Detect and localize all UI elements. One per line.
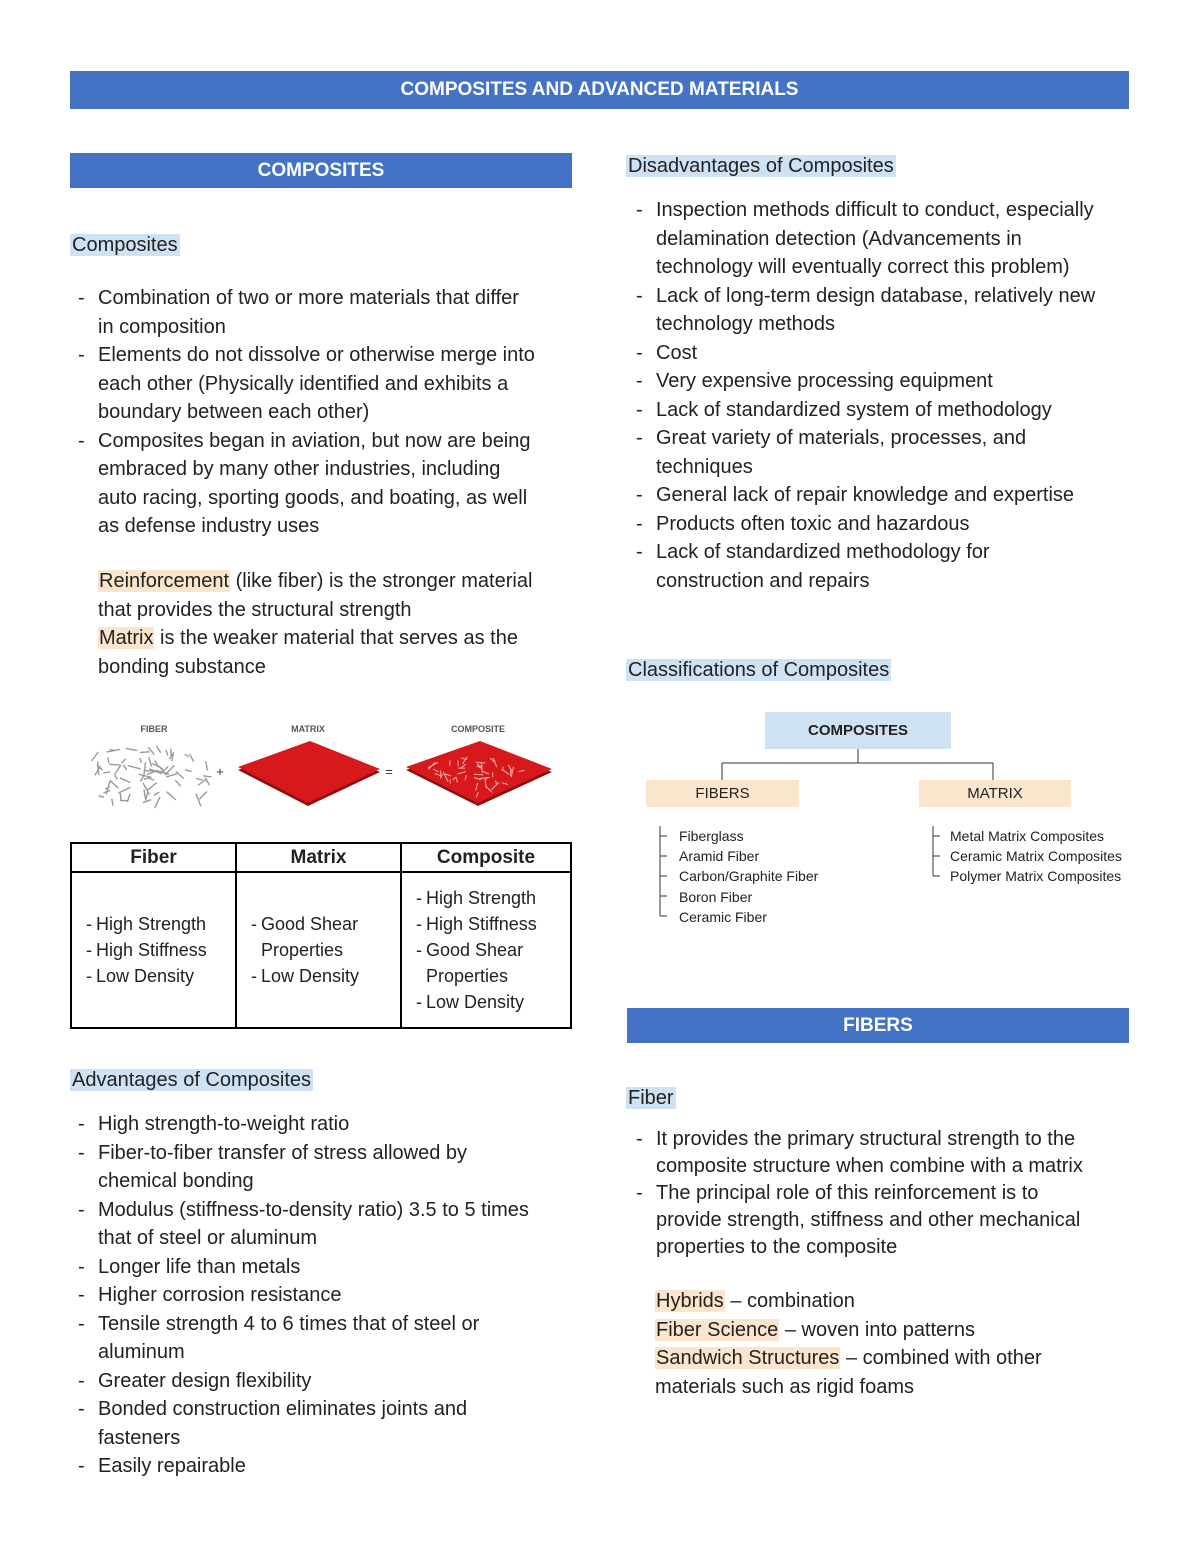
fiber-strand xyxy=(172,752,174,761)
disadvantage-item: - Lack of standardized methodology for construction and repairs xyxy=(628,538,1158,595)
fiber-science-term: Fiber Science xyxy=(656,1318,779,1341)
disadvantage-item: - Great variety of materials, processes, and techniques xyxy=(628,424,1158,481)
table-header-composite: Composite xyxy=(401,843,571,872)
advantage-item: - Easily repairable xyxy=(70,1452,580,1481)
fiber-strand xyxy=(156,746,160,753)
fiber-strand xyxy=(144,790,145,799)
disadvantage-item: - Inspection methods difficult to conduct, especially delamination detection (Advancements in technology will eventually correct this problem) xyxy=(628,196,1158,282)
fiber-strand xyxy=(143,800,151,803)
fiber-strands-image xyxy=(92,746,212,808)
composites-heading: Composites xyxy=(72,234,178,256)
table-header-matrix: Matrix xyxy=(236,843,401,872)
fiber-strand xyxy=(185,754,189,757)
fiber-matrix-composite-illustration xyxy=(80,718,560,818)
composite-fiber-strand xyxy=(450,780,451,784)
fiber-point: - The principal role of this reinforcement is to provide strength, stiffness and other mechanical properties to the composite xyxy=(628,1180,1148,1261)
disadvantage-item: - Products often toxic and hazardous xyxy=(628,510,1158,539)
plus-sign: + xyxy=(216,764,224,779)
disadvantages-list xyxy=(628,196,1158,595)
fiber-strand xyxy=(148,747,154,754)
fiber-strand xyxy=(115,765,121,775)
fiber-types-list xyxy=(661,826,818,927)
disadvantage-item: - General lack of repair knowledge and expertise xyxy=(628,481,1158,510)
fiber-strand xyxy=(175,780,181,786)
fiber-strand xyxy=(99,796,105,798)
table-header-fiber: Fiber xyxy=(71,843,236,872)
fibers-section-header: FIBERS xyxy=(627,1008,1129,1043)
fiber-strand xyxy=(115,775,118,779)
fiber-strand xyxy=(122,759,126,764)
advantage-item: - High strength-to-weight ratio xyxy=(70,1110,580,1139)
table-property-item: - High Strength xyxy=(412,885,562,911)
composites-definition-list xyxy=(70,284,580,541)
matrix-illustration-label: MATRIX xyxy=(291,724,325,734)
advantage-item: - Bonded construction eliminates joints and fasteners xyxy=(70,1395,580,1452)
fiber-strand xyxy=(176,772,184,779)
matrix-term: Matrix xyxy=(99,627,154,649)
advantage-item: - Higher corrosion resistance xyxy=(70,1281,580,1310)
composite-illustration-label: COMPOSITE xyxy=(450,724,506,734)
fiber-strand xyxy=(146,792,149,801)
composites-section-header: COMPOSITES xyxy=(70,153,572,188)
table-property-item: - Low Density xyxy=(412,989,562,1015)
advantages-heading: Advantages of Composites xyxy=(72,1069,312,1091)
tree-leaf-item: Ceramic Fiber xyxy=(679,908,767,925)
fiber-heading: Fiber xyxy=(628,1087,674,1109)
advantage-item: - Tensile strength 4 to 6 times that of steel or aluminum xyxy=(70,1310,580,1367)
composites-point: - Elements do not dissolve or otherwise merge into each other (Physically identified and exhibits a boundary between each other) xyxy=(70,341,580,427)
fiber-strand xyxy=(112,799,113,806)
fiber-strand xyxy=(167,792,176,800)
disadvantage-item: - Very expensive processing equipment xyxy=(628,367,1158,396)
table-property-item: - Good Shear Properties xyxy=(412,937,562,989)
fiber-strand xyxy=(92,752,99,761)
table-property-item: - High Stiffness xyxy=(412,911,562,937)
fiber-strand xyxy=(199,792,207,800)
table-cell-composite xyxy=(401,872,571,1028)
fiber-strand xyxy=(118,787,130,793)
fiber-strand xyxy=(144,762,146,775)
fiber-strand xyxy=(203,776,212,777)
advantages-list xyxy=(70,1110,580,1481)
fiber-strand xyxy=(120,793,121,800)
tree-leaf-item: Polymer Matrix Composites xyxy=(950,868,1122,885)
fiber-strand xyxy=(155,797,160,808)
tree-leaf-item: Ceramic Matrix Composites xyxy=(950,848,1122,865)
fiber-strand xyxy=(144,778,150,780)
disadvantage-item: - Lack of long-term design database, relatively new technology methods xyxy=(628,282,1158,339)
table-property-item: - High Stiffness xyxy=(82,937,227,963)
properties-comparison-table xyxy=(70,842,572,1029)
tree-leaf-item: Carbon/Graphite Fiber xyxy=(679,868,819,885)
tree-leaf-item: Boron Fiber xyxy=(679,888,753,905)
disadvantage-item: - Lack of standardized system of methodology xyxy=(628,396,1158,425)
table-cell-fiber xyxy=(71,872,236,1028)
advantage-item: - Modulus (stiffness-to-density ratio) 3.5 to 5 times that of steel or aluminum xyxy=(70,1196,580,1253)
fiber-strand xyxy=(185,770,192,772)
fiber-strand xyxy=(139,774,152,777)
fiber-strand xyxy=(196,778,202,780)
fiber-strand xyxy=(140,752,150,753)
disadvantages-heading: Disadvantages of Composites xyxy=(628,155,894,177)
tree-node-fibers: FIBERS xyxy=(646,780,799,807)
fiber-strand xyxy=(110,780,119,788)
reinforcement-term: Reinforcement xyxy=(99,570,230,592)
fiber-strand xyxy=(196,794,201,807)
fiber-strand xyxy=(206,761,208,770)
fiber-strand xyxy=(166,750,168,756)
reinforcement-matrix-definitions: Reinforcement (like fiber) is the stronger material that provides the structural strength Matrix is the weaker material that serves as the bonding substance xyxy=(98,570,533,678)
fiber-strand xyxy=(190,754,194,762)
composites-point: - Combination of two or more materials that differ in composition xyxy=(70,284,580,341)
fiber-strand xyxy=(128,766,141,769)
hybrids-term: Hybrids xyxy=(656,1290,724,1312)
fiber-points-list xyxy=(628,1126,1148,1261)
fiber-point: - It provides the primary structural strength to the composite structure when combine with a matrix xyxy=(628,1126,1148,1180)
tree-leaf-item: Aramid Fiber xyxy=(679,848,760,865)
fiber-strand xyxy=(123,765,126,770)
fiber-strand xyxy=(108,757,109,763)
fiber-terms: Hybrids – combination Fiber Science – woven into patterns Sandwich Structures – combined with other materials such as rigid foams xyxy=(655,1290,1042,1398)
advantage-item: - Longer life than metals xyxy=(70,1253,580,1282)
table-property-item: - Low Density xyxy=(247,963,392,989)
matrix-sheet-image xyxy=(238,741,380,803)
composite-sheet-image xyxy=(406,741,552,803)
fiber-strand xyxy=(140,775,144,782)
advantage-item: - Greater design flexibility xyxy=(70,1367,580,1396)
fiber-strand xyxy=(205,778,209,785)
table-property-item: - Low Density xyxy=(82,963,227,989)
composites-point: - Composites began in aviation, but now are being embraced by many other industries, including auto racing, sporting goods, and boating, as well as defense industry uses xyxy=(70,427,580,541)
fiber-strand xyxy=(110,749,115,750)
fiber-strand xyxy=(147,783,157,791)
fiber-strand xyxy=(127,794,130,802)
fiber-strand xyxy=(140,758,142,763)
sandwich-structures-term: Sandwich Structures xyxy=(656,1347,840,1369)
tree-leaf-item: Fiberglass xyxy=(679,828,744,844)
fiber-strand xyxy=(154,792,160,795)
fiber-strand xyxy=(103,772,110,773)
table-cell-matrix xyxy=(236,872,401,1028)
fiber-illustration-label: FIBER xyxy=(140,724,168,734)
equals-sign: = xyxy=(385,764,393,779)
fiber-strand xyxy=(149,757,152,766)
table-property-item: - Good Shear Properties xyxy=(247,911,392,963)
page-title: COMPOSITES AND ADVANCED MATERIALS xyxy=(70,71,1129,109)
fiber-strand xyxy=(120,778,130,783)
composite-fiber-strand xyxy=(474,774,484,775)
matrix-types-list xyxy=(932,826,1122,887)
disadvantage-item: - Cost xyxy=(628,339,1158,368)
advantage-item: - Fiber-to-fiber transfer of stress allowed by chemical bonding xyxy=(70,1139,580,1196)
fiber-strand xyxy=(126,748,137,750)
tree-root-composites: COMPOSITES xyxy=(765,712,951,749)
tree-leaf-item: Metal Matrix Composites xyxy=(950,828,1105,844)
fiber-strand xyxy=(109,764,119,765)
classifications-heading: Classifications of Composites xyxy=(628,659,890,681)
composite-fiber-strand xyxy=(478,762,485,763)
fiber-strand xyxy=(98,761,99,775)
tree-node-matrix: MATRIX xyxy=(919,780,1071,807)
table-property-item: - High Strength xyxy=(82,911,227,937)
